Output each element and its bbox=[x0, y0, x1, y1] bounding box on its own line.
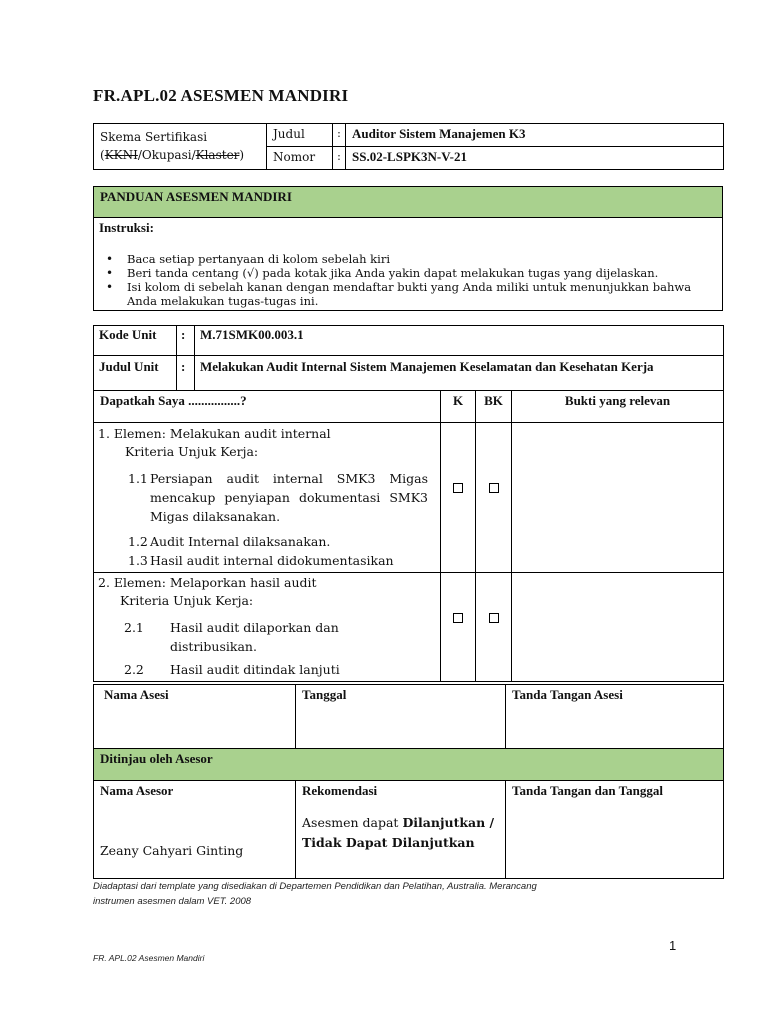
kuk-2-1: 2.1 Hasil audit dilaporkan dan distribusikan. bbox=[124, 620, 339, 654]
element-1-title: 1. Elemen: Melakukan audit internal bbox=[98, 426, 331, 441]
ttd-asesi-label: Tanda Tangan Asesi bbox=[506, 685, 724, 749]
form-name: FR. APL.02 Asesmen Mandiri bbox=[93, 953, 205, 963]
kode-unit-colon: : bbox=[177, 326, 195, 356]
element-2-bukti-cell[interactable] bbox=[512, 573, 724, 682]
element-2-k-cell bbox=[441, 573, 476, 682]
klaster-text: Klaster bbox=[195, 148, 240, 162]
judul-colon: : bbox=[333, 124, 346, 147]
kode-unit-value: M.71SMK00.003.1 bbox=[195, 326, 724, 356]
nomor-value: SS.02-LSPK3N-V-21 bbox=[346, 147, 724, 170]
element-2-title: 2. Elemen: Melaporkan hasil audit bbox=[98, 575, 317, 590]
element-1-cell bbox=[94, 423, 441, 573]
element-2-kriteria: Kriteria Unjuk Kerja: bbox=[120, 593, 254, 608]
k-header: K bbox=[441, 391, 476, 423]
judul-unit-label: Judul Unit bbox=[94, 356, 177, 391]
element-1-kriteria: Kriteria Unjuk Kerja: bbox=[125, 444, 259, 459]
rekomendasi-cell bbox=[296, 781, 506, 879]
k-checkbox[interactable] bbox=[453, 483, 463, 493]
judul-label: Judul bbox=[267, 124, 333, 147]
bk-checkbox[interactable] bbox=[489, 613, 499, 623]
signature-table bbox=[93, 684, 724, 879]
judul-value: Auditor Sistem Manajemen K3 bbox=[346, 124, 724, 147]
element-1-bk-cell bbox=[476, 423, 512, 573]
kuk-1-1: 1.1 Persiapan audit internal SMK3 Migas mencakup penyiapan dokumentasi SMK3 Migas dilaksanakan. bbox=[128, 471, 428, 524]
list-item: • Baca setiap pertanyaan di kolom sebelah kiri bbox=[99, 252, 717, 266]
kuk-1-3: 1.3 Hasil audit internal didokumentasikan bbox=[128, 553, 394, 568]
bukti-header: Bukti yang relevan bbox=[512, 391, 724, 423]
skema-label-cell bbox=[94, 124, 267, 170]
panduan-table bbox=[93, 186, 723, 311]
skema-sub-label: (KKNI/Okupasi/Klaster) bbox=[100, 148, 245, 162]
element-2-bk-cell bbox=[476, 573, 512, 682]
tanggal-label: Tanggal bbox=[296, 685, 506, 749]
list-item: • Isi kolom di sebelah kanan dengan mendaftar bukti yang Anda miliki untuk menunjukkan bahwa Anda melakukan tugas-tugas ini. bbox=[99, 280, 717, 308]
skema-table bbox=[93, 123, 724, 170]
asesor-name: Zeany Cahyari Ginting bbox=[100, 843, 244, 858]
kuk-2-2: 2.2 Hasil audit ditindak lanjuti bbox=[124, 662, 340, 677]
rekomendasi-label: Rekomendasi bbox=[302, 783, 378, 798]
ditinjau-header: Ditinjau oleh Asesor bbox=[94, 749, 724, 781]
adaptation-note: Diadaptasi dari template yang disediakan di Departemen Pendidikan dan Pelatihan, Australia. Merancang instrumen asesmen dalam VET. 2008 bbox=[93, 881, 537, 907]
element-2-cell bbox=[94, 573, 441, 682]
skema-label: Skema Sertifikasi bbox=[100, 130, 208, 144]
k-checkbox[interactable] bbox=[453, 613, 463, 623]
bk-checkbox[interactable] bbox=[489, 483, 499, 493]
element-1-k-cell bbox=[441, 423, 476, 573]
panduan-header: PANDUAN ASESMEN MANDIRI bbox=[94, 187, 723, 218]
nama-asesi-label: Nama Asesi bbox=[94, 685, 296, 749]
nomor-colon: : bbox=[333, 147, 346, 170]
unit-table bbox=[93, 325, 724, 682]
instruksi-list bbox=[99, 252, 717, 308]
nama-asesor-label: Nama Asesor bbox=[100, 783, 174, 798]
page-number: 1 bbox=[669, 938, 677, 953]
kkni-text: KKNI bbox=[104, 148, 138, 162]
kode-unit-label: Kode Unit bbox=[94, 326, 177, 356]
nama-asesor-cell bbox=[94, 781, 296, 879]
question-header: Dapatkah Saya ................? bbox=[94, 391, 441, 423]
rekomendasi-text: Asesmen dapat Dilanjutkan / Tidak Dapat Dilanjutkan bbox=[302, 815, 495, 850]
instruksi-label: Instruksi: bbox=[99, 220, 154, 235]
list-item: • Beri tanda centang (√) pada kotak jika Anda yakin dapat melakukan tugas yang dijelaskan. bbox=[99, 266, 717, 280]
judul-unit-colon: : bbox=[177, 356, 195, 391]
panduan-body bbox=[94, 218, 723, 311]
kuk-1-2: 1.2 Audit Internal dilaksanakan. bbox=[128, 534, 331, 549]
bk-header: BK bbox=[476, 391, 512, 423]
ttd-tanggal-label: Tanda Tangan dan Tanggal bbox=[506, 781, 724, 879]
element-1-bukti-cell[interactable] bbox=[512, 423, 724, 573]
nomor-label: Nomor bbox=[267, 147, 333, 170]
document-title: FR.APL.02 ASESMEN MANDIRI bbox=[93, 86, 349, 105]
judul-unit-value: Melakukan Audit Internal Sistem Manajemen Keselamatan dan Kesehatan Kerja bbox=[195, 356, 724, 391]
